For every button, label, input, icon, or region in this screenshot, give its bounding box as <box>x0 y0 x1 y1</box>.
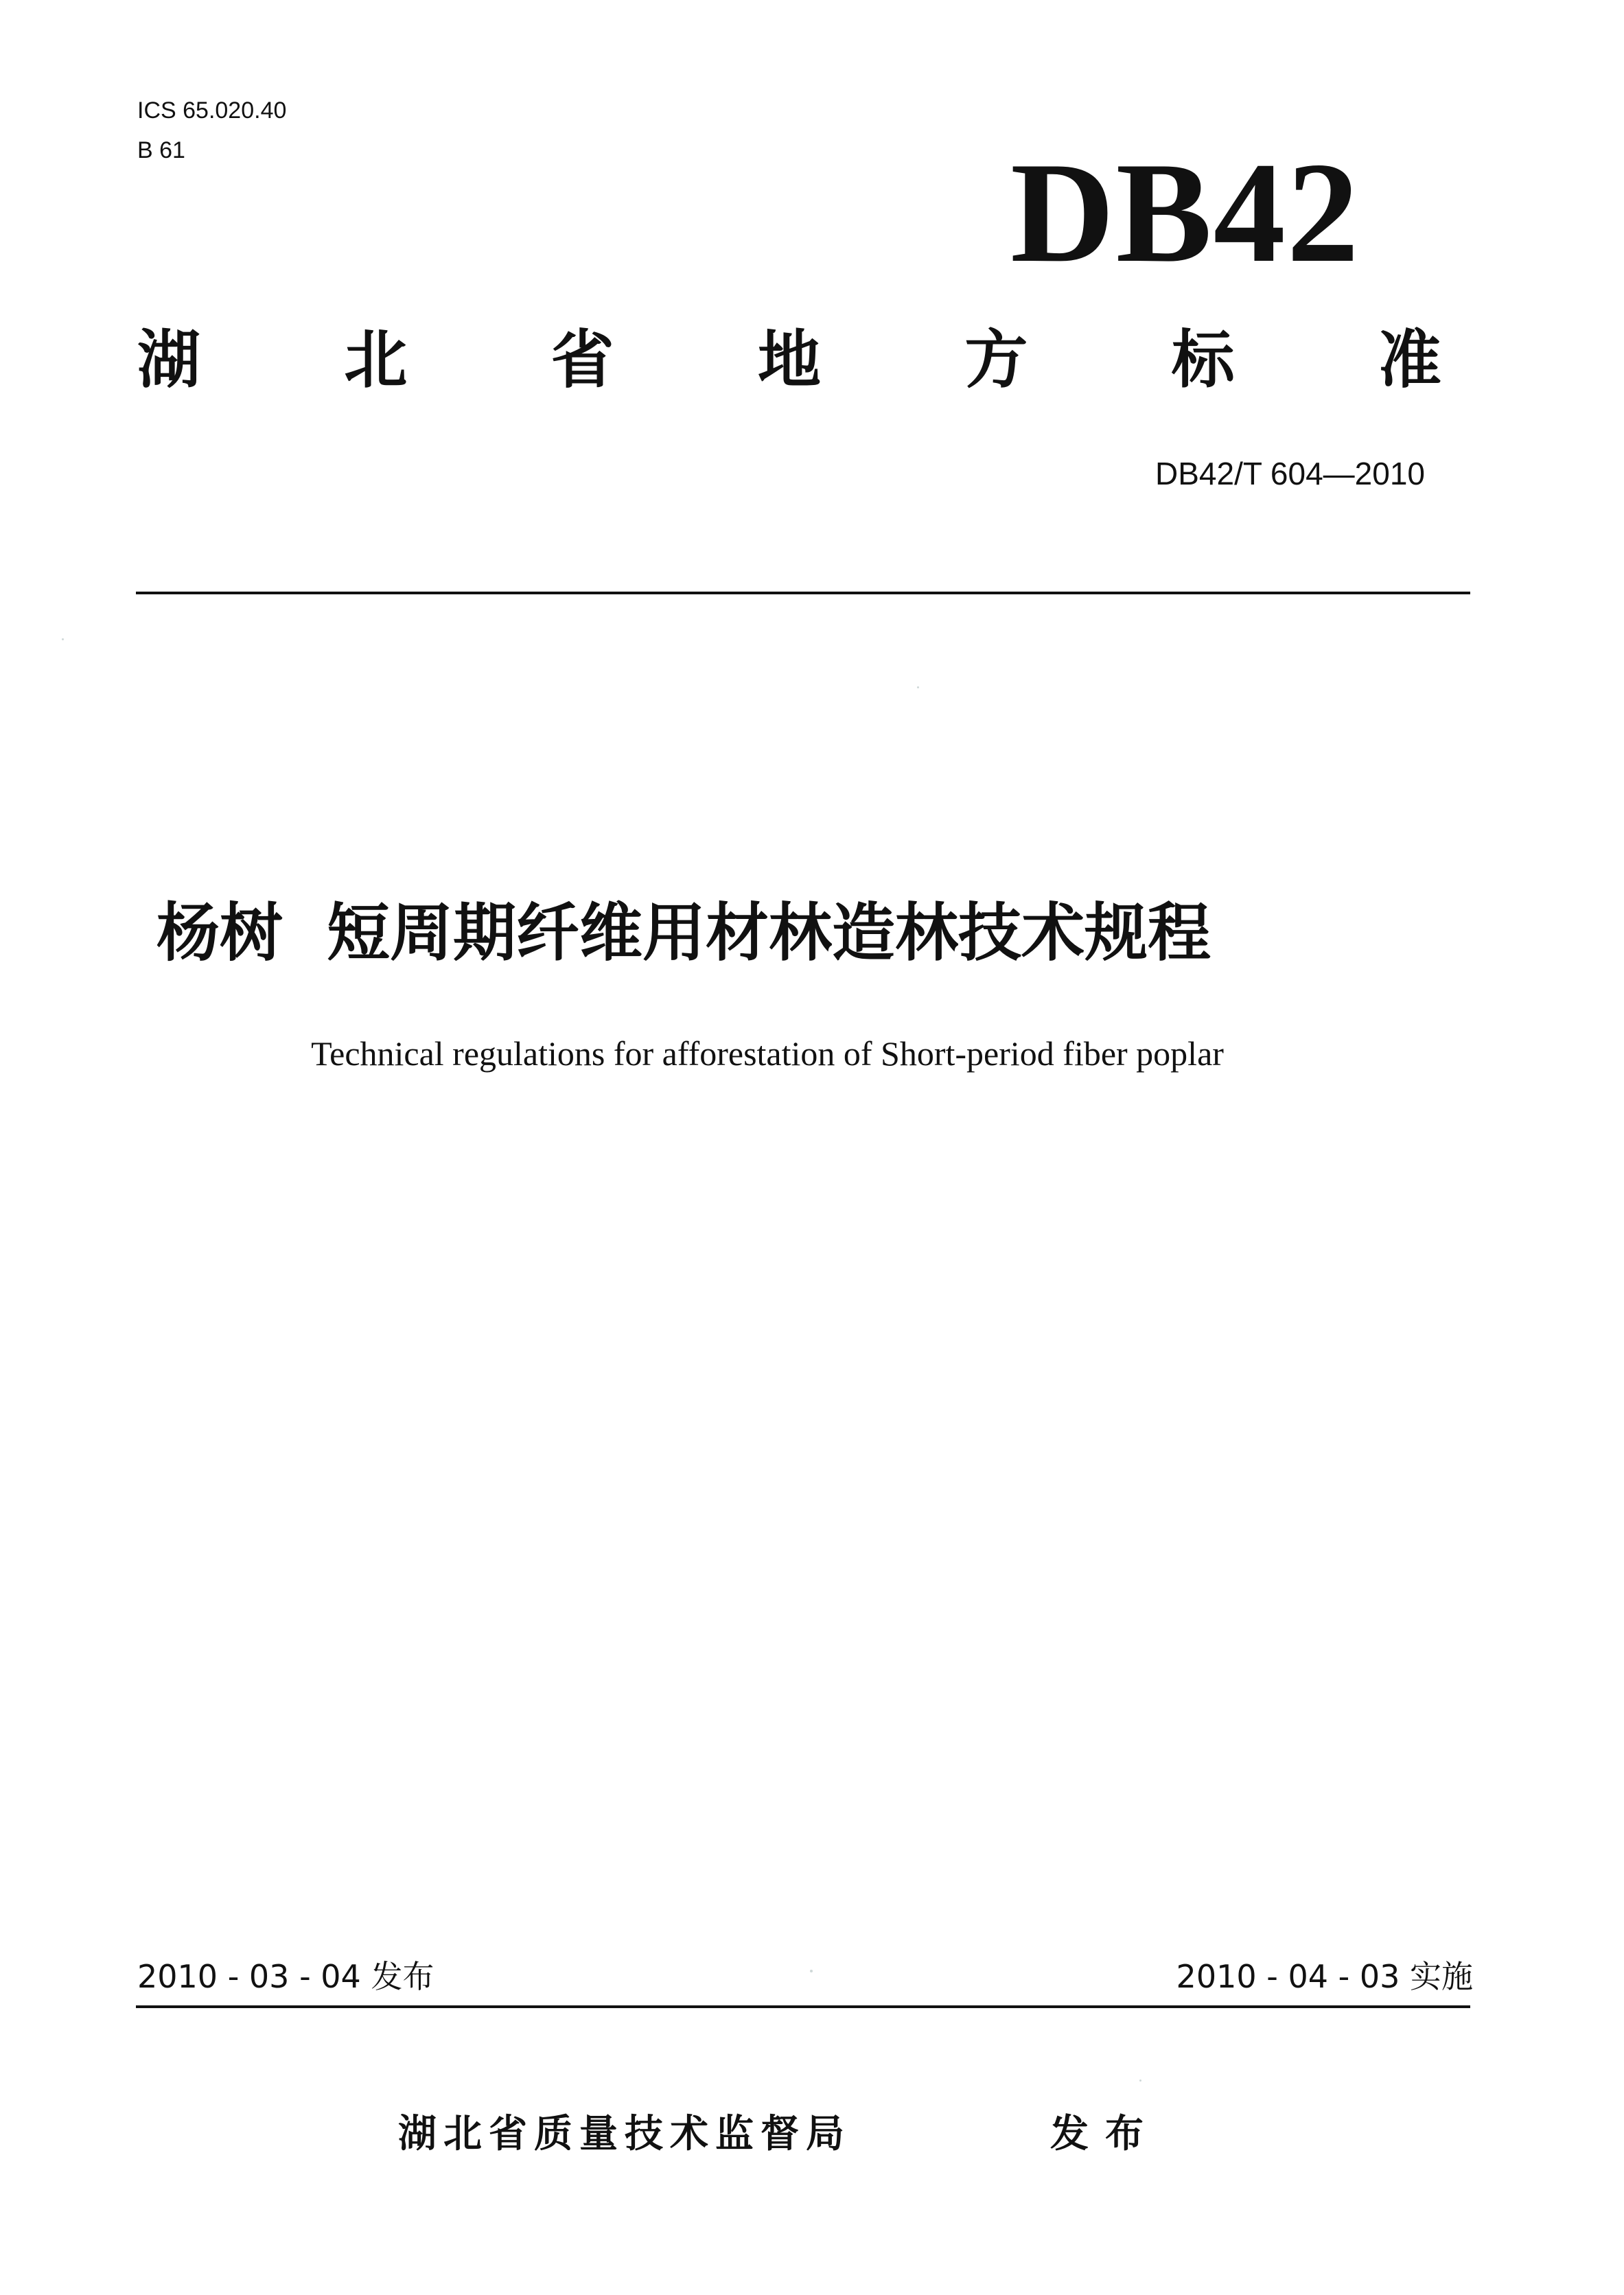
publish-label: 发布 <box>1050 2112 1160 2156</box>
top-divider <box>136 592 1470 594</box>
scan-speck <box>810 1970 813 1972</box>
document-title-en: Technical regulations for afforestation of Short-period fiber poplar <box>311 1034 1224 1073</box>
standard-type-heading <box>137 323 1441 398</box>
publisher-name: 湖北省质量技术监督局 <box>398 2112 851 2156</box>
ics-code: ICS 65.020.40 <box>137 97 287 124</box>
scan-speck <box>917 686 919 688</box>
standard-type-char: 标 <box>1171 323 1235 397</box>
effective-date: 2010 - 04 - 03 实施 <box>1176 1958 1473 1995</box>
standard-type-char: 准 <box>1378 323 1441 397</box>
classification-codes <box>137 91 286 170</box>
standard-type-char: 北 <box>344 323 408 397</box>
standard-type-char: 省 <box>550 323 614 397</box>
standard-type-char: 地 <box>757 323 821 397</box>
issue-date: 2010 - 03 - 04 发布 <box>137 1958 434 1995</box>
standard-type-char: 湖 <box>137 323 201 397</box>
scan-speck <box>62 638 64 640</box>
bottom-divider <box>136 2005 1470 2008</box>
ccs-code: B 61 <box>137 137 185 163</box>
standard-code-logo: DB42 <box>1010 133 1360 292</box>
scan-speck <box>1139 2080 1141 2082</box>
document-title-zh: 杨树 短周期纤维用材林造林技术规程 <box>156 896 1211 970</box>
standard-number: DB42/T 604—2010 <box>1155 456 1425 491</box>
standard-type-char: 方 <box>964 323 1028 397</box>
